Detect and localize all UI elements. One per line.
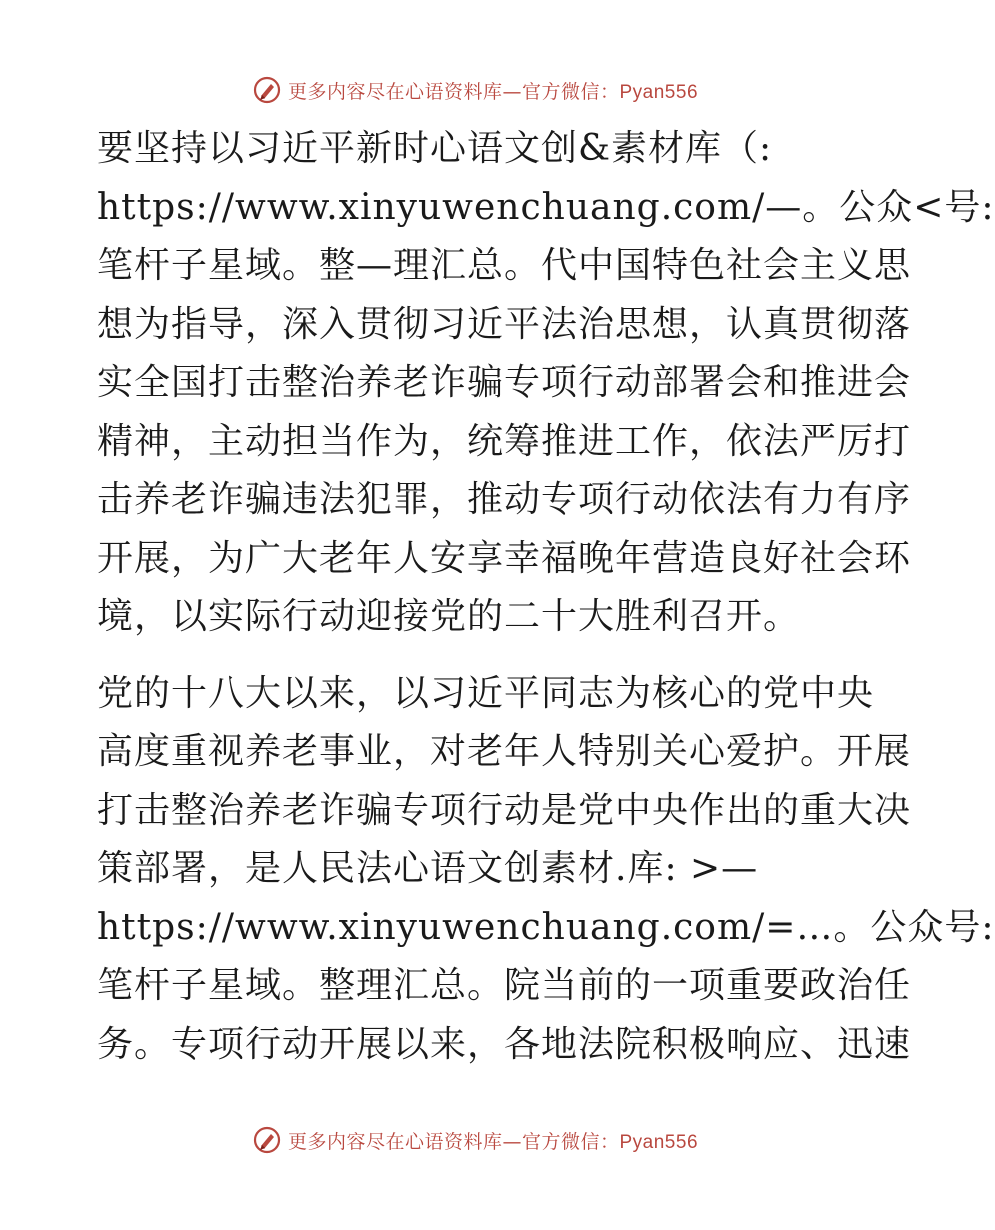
text-line: 开展，为广大老年人安享幸福晚年营造良好社会环 <box>97 537 912 579</box>
text-line: 实全国打击整治养老诈骗专项行动部署会和推进会 <box>97 362 912 403</box>
paragraph-1 <box>97 120 995 647</box>
text-line: 策部署，是人民法心语文创素材.库: >— <box>97 848 759 889</box>
pen-logo-icon <box>252 1125 282 1155</box>
document-body <box>97 120 995 1074</box>
text-line: 打击整治养老诈骗专项行动是党中央作出的重大决 <box>97 789 912 831</box>
watermark-text: 更多内容尽在心语资料库—官方微信：Pyan556 <box>287 80 699 103</box>
watermark-text: 更多内容尽在心语资料库—官方微信：Pyan556 <box>287 1130 699 1153</box>
text-line: 务。专项行动开展以来，各地法院积极响应、迅速 <box>97 1023 912 1065</box>
text-line: 党的十八大以来，以习近平同志为核心的党中央 <box>97 672 875 714</box>
text-line: 高度重视养老事业，对老年人特别关心爱护。开展 <box>97 731 912 772</box>
text-line: 笔杆子星域。整—理汇总。代中国特色社会主义思 <box>97 245 912 286</box>
text-line: https://www.xinyuwenchuang.com/=…。公众号: <box>97 906 995 948</box>
footer-watermark <box>0 1120 950 1160</box>
text-line: 想为指导，深入贯彻习近平法治思想，认真贯彻落 <box>97 303 912 345</box>
text-line: https://www.xinyuwenchuang.com/—。公众<号: <box>97 186 995 228</box>
paragraph-2 <box>97 665 995 1075</box>
text-line: 笔杆子星域。整理汇总。院当前的一项重要政治任 <box>97 965 912 1006</box>
header-watermark <box>0 70 950 110</box>
pen-logo-icon <box>252 75 282 105</box>
text-line: 击养老诈骗违法犯罪，推动专项行动依法有力有序 <box>97 479 912 520</box>
text-line: 精神，主动担当作为，统筹推进工作，依法严厉打 <box>97 420 912 462</box>
text-line: 境，以实际行动迎接党的二十大胜利召开。 <box>97 596 801 637</box>
text-line: 要坚持以习近平新时心语文创&素材库（: <box>97 128 773 169</box>
